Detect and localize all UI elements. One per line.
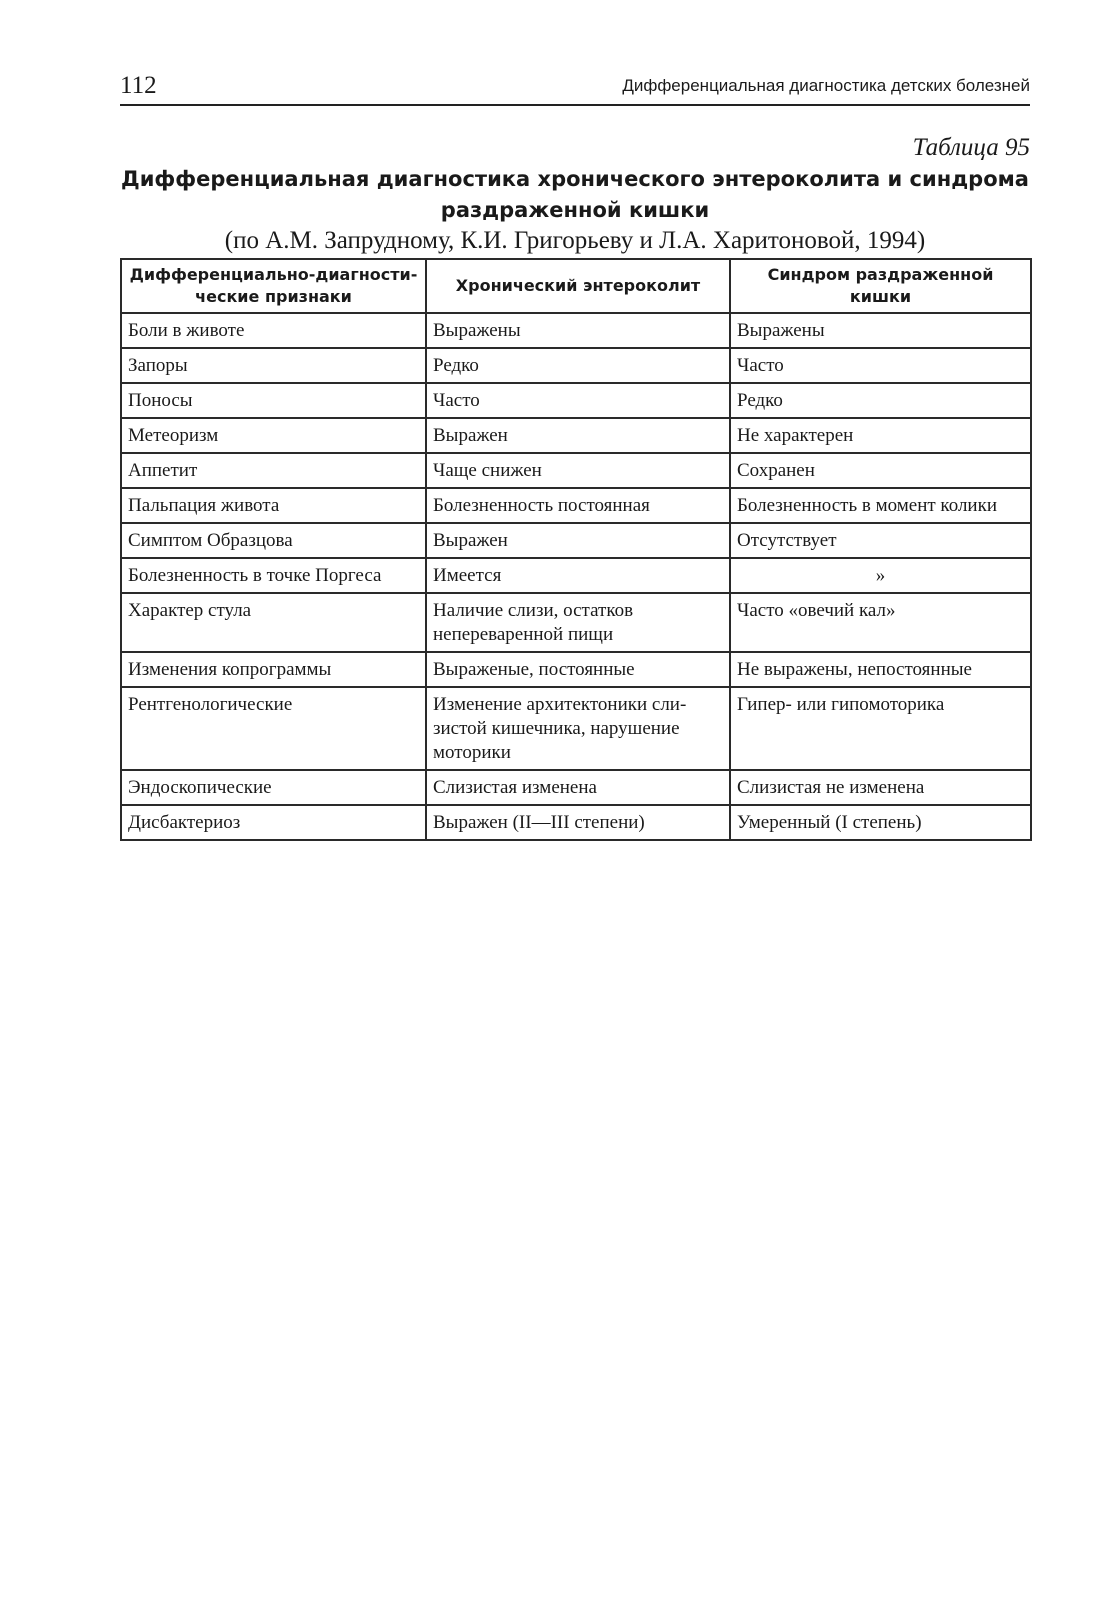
cell-ibs: Часто «овечий кал» [730,593,1031,652]
cell-sign: Симптом Образцова [121,523,426,558]
table-row [121,383,1031,418]
differential-table [120,258,1032,841]
cell-line: моторики [433,742,511,763]
cell-line: непереваренной пищи [433,624,614,645]
header-line: ческие признаки [195,287,352,306]
cell-enterocolitis: Выражены [426,313,730,348]
cell-ibs: Часто [730,348,1031,383]
cell-sign: Боли в животе [121,313,426,348]
cell-sign: Аппетит [121,453,426,488]
cell-enterocolitis: Выражен [426,523,730,558]
table-row [121,770,1031,805]
table-row [121,523,1031,558]
header-line: Синдром раздраженной [767,265,994,284]
cell-enterocolitis: Имеется [426,558,730,593]
cell-ibs: » [730,558,1031,593]
cell-ibs: Не характерен [730,418,1031,453]
cell-line: зистой кишечника, нарушение [433,718,680,739]
table-header-row [121,259,1031,313]
cell-line: Изменение архитектоники сли- [433,694,687,715]
table-source: (по А.М. Запрудному, К.И. Григорьеву и Л.А. Харитоновой, 1994) [224,227,926,254]
cell-ibs: Болезненность в момент колики [730,488,1031,523]
table-row [121,805,1031,840]
table-row [121,488,1031,523]
table-row [121,453,1031,488]
table-row [121,313,1031,348]
cell-enterocolitis: Часто [426,383,730,418]
table-title-line2: раздраженной кишки [440,198,710,222]
cell-ibs: Слизистая не изменена [730,770,1031,805]
table-title-line1: Дифференциальная диагностика хронического энтероколита и синдрома [121,167,1029,191]
cell-ibs: Не выражены, непостоянные [730,652,1031,687]
cell-sign: Поносы [121,383,426,418]
cell-sign: Эндоскопические [121,770,426,805]
header-signs [121,259,426,313]
cell-enterocolitis [426,687,730,770]
cell-ibs: Сохранен [730,453,1031,488]
cell-sign: Метеоризм [121,418,426,453]
page-number: 112 [120,72,157,99]
cell-sign: Дисбактериоз [121,805,426,840]
table-body [121,313,1031,840]
header-line: кишки [849,287,912,306]
table-row [121,418,1031,453]
cell-ibs: Умеренный (I степень) [730,805,1031,840]
table-title [120,164,1030,226]
running-head [120,72,1030,106]
cell-enterocolitis: Болезненность постоянная [426,488,730,523]
table-row [121,593,1031,652]
table-row [121,687,1031,770]
cell-sign: Пальпация живота [121,488,426,523]
cell-enterocolitis: Слизистая изменена [426,770,730,805]
header-ibs [730,259,1031,313]
cell-line: Наличие слизи, остатков [433,600,634,621]
header-enterocolitis [426,259,730,313]
cell-ibs: Редко [730,383,1031,418]
cell-sign: Болезненность в точке Поргеса [121,558,426,593]
table-row [121,652,1031,687]
cell-enterocolitis [426,593,730,652]
cell-ibs: Гипер- или гипомоторика [730,687,1031,770]
table-row [121,558,1031,593]
table-label: Таблица 95 [912,134,1030,161]
cell-sign: Изменения копрограммы [121,652,426,687]
cell-enterocolitis: Выражен (II—III степени) [426,805,730,840]
cell-ibs: Выражены [730,313,1031,348]
running-title: Дифференциальная диагностика детских болезней [622,76,1030,95]
cell-sign: Характер стула [121,593,426,652]
cell-ibs: Отсутствует [730,523,1031,558]
cell-enterocolitis: Выраженые, постоянные [426,652,730,687]
cell-sign: Рентгенологические [121,687,426,770]
cell-sign: Запоры [121,348,426,383]
header-line: Дифференциально-диагности- [129,265,418,284]
table-row [121,348,1031,383]
header-line: Хронический энтероколит [455,276,701,295]
cell-enterocolitis: Редко [426,348,730,383]
cell-enterocolitis: Выражен [426,418,730,453]
cell-enterocolitis: Чаще снижен [426,453,730,488]
